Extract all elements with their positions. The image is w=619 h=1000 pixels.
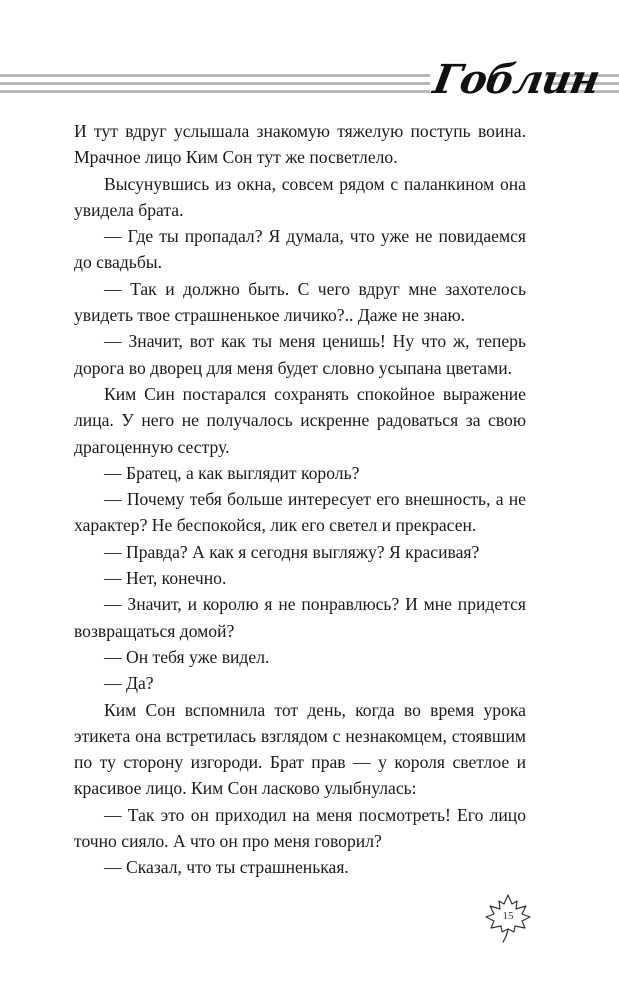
paragraph: — Братец, а как выглядит король? [104,462,360,483]
paragraph: — Да? [104,673,154,694]
paragraph: — Значит, и королю я не понравлюсь? И мне придется возвращаться домой? [74,594,526,641]
paragraph: — Он тебя уже видел. [104,646,270,667]
paragraph: Ким Син постарался сохранять спокойное выражение лица. У него не получалось искренне радоваться за свою драгоценную сестру. [74,383,526,457]
paragraph: И тут вдруг услышала знакомую тяжелую поступь воина. Мрачное лицо Ким Сон тут же посветлело. [74,121,526,168]
page-folio [484,892,532,944]
page-body-text [74,118,526,881]
paragraph: — Нет, конечно. [104,568,227,589]
paragraph: — Правда? А как я сегодня выгляжу? Я красивая? [104,541,480,562]
page-header [0,0,619,120]
page-number: 15 [502,910,514,922]
paragraph: Ким Сон вспомнила тот день, когда во время урока этикета она встретилась взглядом с незнакомцем, стоявшим по ту сторону изгороди. Брат прав — у короля светлое и красивое лицо. Ким Сон ласково улыбнулась: [74,699,526,799]
paragraph: — Так и должно быть. С чего вдруг мне захотелось увидеть твое страшненькое личико?.. Даже не знаю. [74,278,526,326]
paragraph: — Где ты пропадал? Я думала, что уже не повидаемся до свадьбы. [74,226,526,273]
paragraph: — Значит, вот как ты меня ценишь! Ну что ж, теперь дорога во дворец для меня будет словно усыпана цветами. [74,331,526,378]
paragraph: — Почему тебя больше интересует его внешность, а не характер? Не беспокойся, лик его светел и прекрасен. [74,489,526,536]
book-title-logo: Гоблин [429,56,603,103]
header-stripe [0,74,430,77]
header-stripe [0,90,430,93]
paragraph: Высунувшись из окна, совсем рядом с паланкином она увидела брата. [74,173,526,220]
header-stripe [0,82,430,85]
paragraph: — Так это он приходил на меня посмотреть! Его лицо точно сияло. А что он про меня говорил? [74,804,526,852]
paragraph: — Сказал, что ты страшненькая. [104,857,349,878]
